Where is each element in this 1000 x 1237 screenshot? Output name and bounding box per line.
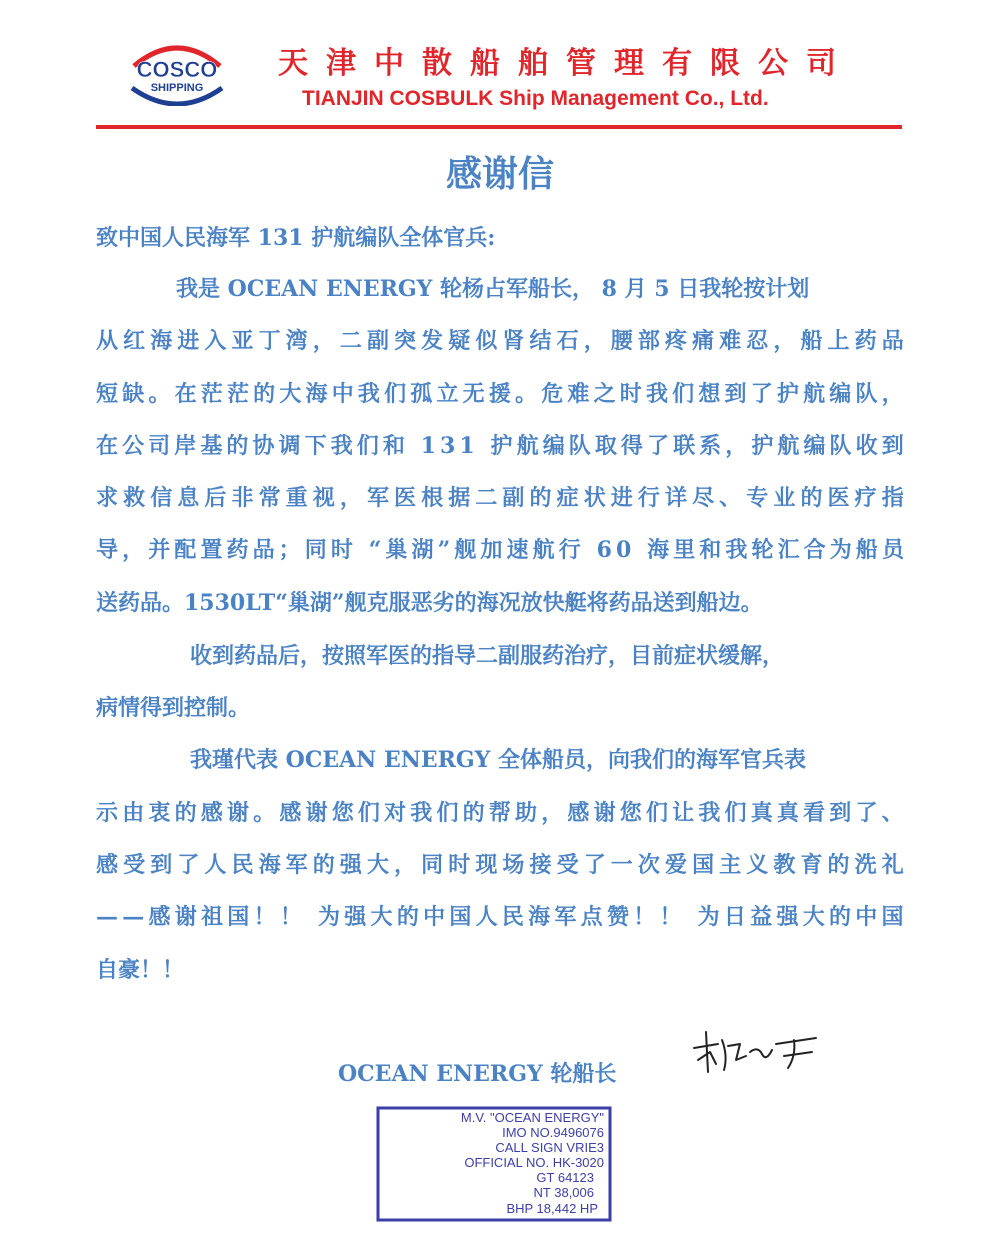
body-line: 收到药品后，按照军医的指导二副服药治疗，目前症状缓解， [190,643,785,669]
body-line: 短 缺 。 在 茫 茫 的 大 海 中 我 们 孤 立 无 援 。 危 难 之 时 我 们 想 到 了 护 航 编 队 ， [96,381,904,407]
stamp-line: OFFICIAL NO. HK-3020 [464,1155,604,1170]
stamp-line: CALL SIGN VRIE3 [495,1140,604,1155]
body-line: 感 受 到 了 人 民 海 军 的 强 大 ， 同 时 现 场 接 受 了 一 次 爱 国 主 义 教 育 的 洗 礼 [96,852,904,878]
signatory-title: OCEAN ENERGY 轮船长 [338,1061,617,1087]
body-line: 自豪！！ [96,957,185,983]
letter-title: 感谢信 [445,153,554,195]
ship-stamp [376,1106,612,1222]
body-line: 在 公 司 岸 基 的 协 调 下 我 们 和 1 3 1 护 航 编 队 取 得 了 联 系 ， 护 航 编 队 收 到 [96,433,904,459]
letterhead [0,0,1000,140]
stamp-line: GT 64123 [536,1170,594,1185]
stamp-line: IMO NO.9496076 [502,1125,604,1140]
stamp-line: M.V. "OCEAN ENERGY" [460,1110,604,1125]
body-line: — — 感 谢 祖 国 ！ ！ 为 强 大 的 中 国 人 民 海 军 点 赞 ！ ！ 为 日 益 强 大 的 中 国 [96,904,904,930]
body-line: 病情得到控制。 [96,695,251,721]
salutation: 致中国人民海军 131 护航编队全体官兵: [96,225,496,251]
stamp-line: NT 38,006 [533,1185,594,1200]
logo-text-shipping: SHIPPING [150,82,204,94]
body-line: 示 由 衷 的 感 谢 。 感 谢 您 们 对 我 们 的 帮 助 ， 感 谢 您 们 让 我 们 真 真 看 到 了 、 [96,800,904,826]
company-name-chinese: 天津中散船舶管理有限公司 [278,46,854,81]
body-line: 求 救 信 息 后 非 常 重 视 ， 军 医 根 据 二 副 的 症 状 进 行 详 尽 、 专 业 的 医 疗 指 [96,485,904,511]
cosco-shipping-logo [104,40,250,106]
handwritten-signature [688,1026,828,1076]
body-line: 送药品。1530LT“巢湖”舰克服恶劣的海况放快艇将药品送到船边。 [96,590,763,616]
logo-text-cosco: COSCO [136,57,218,82]
header-divider [96,125,902,129]
body-line: 我是 OCEAN ENERGY 轮杨占军船长， 8 月 5 日我轮按计划 [176,276,810,302]
stamp-line: BHP 18,442 HP [506,1201,598,1216]
company-name-english: TIANJIN COSBULK Ship Management Co., Ltd. [302,87,769,110]
body-line: 我瑾代表 OCEAN ENERGY 全体船员，向我们的海军官兵表 [190,747,807,773]
body-line: 导 ， 并 配 置 药 品 ； 同 时 “ 巢 湖 ” 舰 加 速 航 行 6 0 海 里 和 我 轮 汇 合 为 船 员 [96,537,904,563]
body-line: 从 红 海 进 入 亚 丁 湾 ， 二 副 突 发 疑 似 肾 结 石 ， 腰 部 疼 痛 难 忍 ， 船 上 药 品 [96,328,904,354]
